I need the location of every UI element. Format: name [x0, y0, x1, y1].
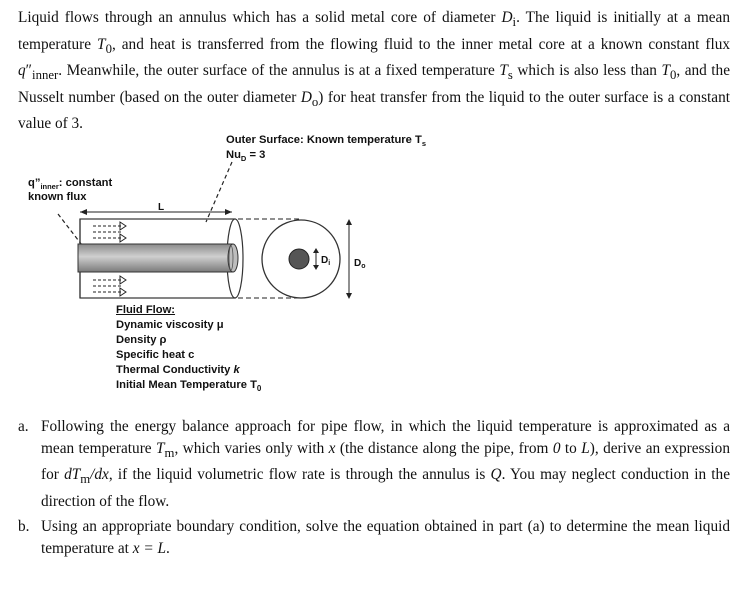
length-label: L	[158, 202, 165, 213]
question-b-label: b.	[18, 518, 30, 535]
cross-section-core	[289, 249, 309, 269]
question-a-text: Following the energy balance approach for pipe flow, in which the liquid temperature is approximated as a mean temperature $T_m$, which varies only with x (the distance along the pipe, from 0 to L), derive an expression for $dT_m/dx$, if the liquid volumetric flow rate is through the annulus is Q. You may neglect conduction in the direction of the flow.	[41, 418, 730, 510]
conductivity-line: Thermal Conductivity k	[116, 364, 240, 376]
flow-arrows-top	[93, 226, 122, 238]
do-label: $D_o$	[354, 258, 366, 270]
problem-statement: Liquid flows through an annulus which has a solid metal core of diameter $D_i$. The liquid is initially at a mean temperature $T_0$, and heat is transferred from the flowing fluid to the inner metal core at a known constant flux $q''_{inner}$. Meanwhile, the outer surface of the annulus is at a fixed temperature $T_s$ which is also less than $T_0$, and the Nusselt number (based on the outer diameter $D_o$) for heat transfer from the liquid to the outer surface is a constant value of 3.	[18, 9, 730, 133]
fluid-flow-title: Fluid Flow:	[116, 304, 176, 316]
question-b-text: Using an appropriate boundary condition, solve the equation obtained in part (a) to determine the mean liquid temperature at x = L.	[41, 518, 730, 557]
fluid-properties	[116, 303, 261, 396]
question-a-label: a.	[18, 418, 29, 435]
flux-label-line2: known flux	[28, 191, 87, 203]
specific-heat-line: Specific heat c	[116, 349, 195, 361]
viscosity-line: Dynamic viscosity μ	[116, 319, 224, 331]
flow-arrows-bottom	[93, 280, 122, 292]
initial-temp-line: Initial Mean Temperature $T_0$	[116, 379, 262, 394]
metal-core	[78, 244, 233, 272]
nusselt-label: $Nu_D = 3$	[226, 149, 266, 163]
di-label: $D_i$	[321, 255, 331, 267]
density-line: Density ρ	[116, 334, 167, 346]
outer-surface-label: Outer Surface: Known temperature $T_s$	[226, 134, 426, 148]
flux-label: $q”_{inner}$: constant	[28, 177, 113, 191]
annulus-diagram	[0, 120, 744, 410]
